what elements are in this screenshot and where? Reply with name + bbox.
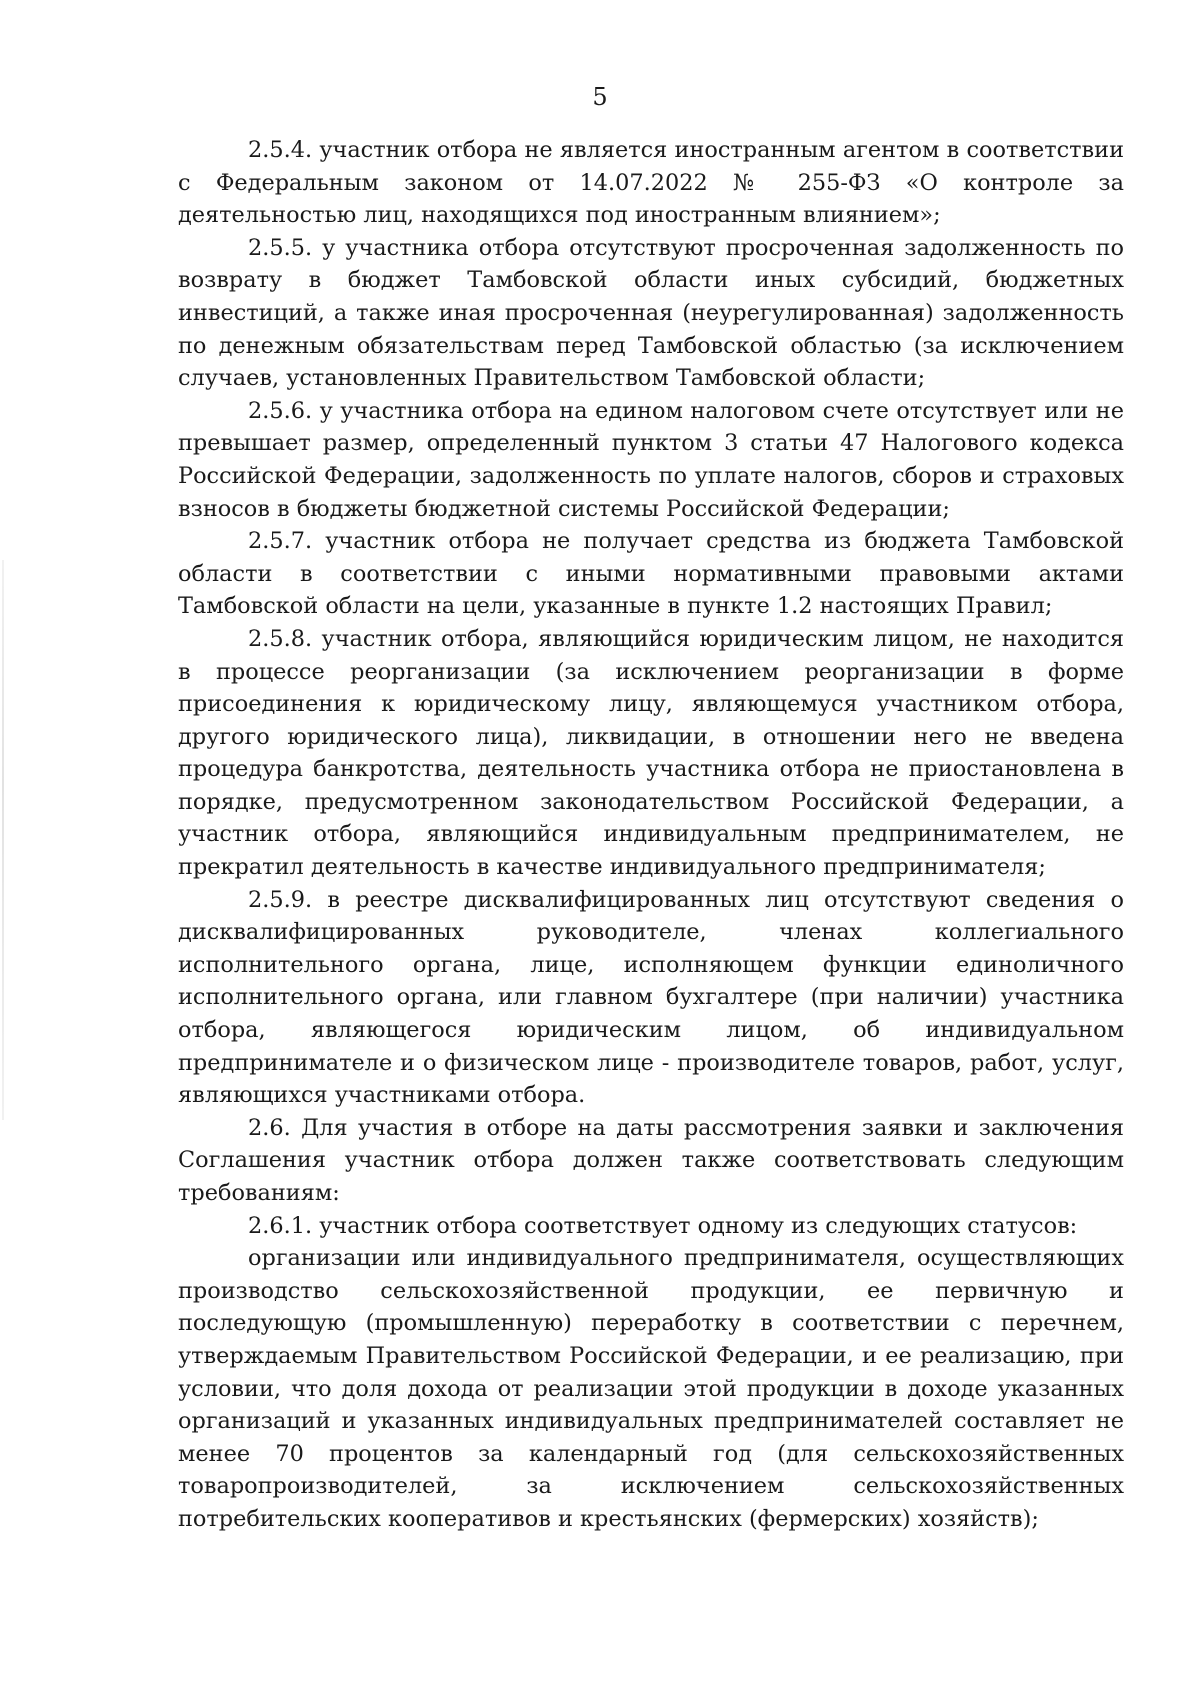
paragraph-status-organizations: организации или индивидуального предпринимателя, осуществляющих производство сельскохозяйственной продукции, ее первичную и последующую (промышленную) переработку в соответствии с перечнем, утверждаемым Правительством Российской Федерации, и ее реализацию, при условии, что доля дохода от реализации этой продукции в доходе указанных организаций и указанных индивидуальных предпринимателей составляет не менее 70 процентов за календарный год (для сельскохозяйственных товаропроизводителей, за исключением сельскохозяйственных потребительских кооперативов и крестьянских (фермерских) хозяйств); bbox=[178, 1245, 1124, 1532]
scan-edge-artifact bbox=[2, 560, 4, 1120]
document-body bbox=[178, 134, 1124, 1536]
paragraph-2-5-9: 2.5.9. в реестре дисквалифицированных лиц отсутствуют сведения о дисквалифицированных руководителе, членах коллегиального исполнительного органа, лице, исполняющем функции единоличного исполнительного органа, или главном бухгалтере (при наличии) участника отбора, являющегося юридическим лицом, об индивидуальном предпринимателе и о физическом лице - производителе товаров, работ, услуг, являющихся участниками отбора. bbox=[178, 886, 1124, 1109]
paragraph-2-6-1: 2.6.1. участник отбора соответствует одному из следующих статусов: bbox=[248, 1212, 1078, 1239]
page-number: 5 bbox=[592, 83, 608, 111]
paragraph-2-5-8: 2.5.8. участник отбора, являющийся юридическим лицом, не находится в процессе реорганизации (за исключением реорганизации в форме присоединения к юридическому лицу, являющемуся участником отбора, другого юридического лица), ликвидации, в отношении него не введена процедура банкротства, деятельность участника отбора не приостановлена в порядке, предусмотренном законодательством Российской Федерации, а участник отбора, являющийся индивидуальным предпринимателем, не прекратил деятельность в качестве индивидуального предпринимателя; bbox=[178, 625, 1124, 881]
paragraph-2-5-7: 2.5.7. участник отбора не получает средства из бюджета Тамбовской области в соответствии с иными нормативными правовыми актами Тамбовской области на цели, указанные в пункте 1.2 настоящих Правил; bbox=[178, 528, 1124, 620]
paragraph-2-5-6: 2.5.6. у участника отбора на едином налоговом счете отсутствует или не превышает размер, определенный пунктом 3 статьи 47 Налогового кодекса Российской Федерации, задолженность по уплате налогов, сборов и страховых взносов в бюджеты бюджетной системы Российской Федерации; bbox=[178, 397, 1124, 522]
paragraph-2-6: 2.6. Для участия в отборе на даты рассмотрения заявки и заключения Соглашения участник отбора должен также соответствовать следующим требованиям: bbox=[178, 1114, 1124, 1206]
paragraph-2-5-4: 2.5.4. участник отбора не является иностранным агентом в соответствии с Федеральным законом от 14.07.2022 № 255-ФЗ «О контроле за деятельностью лиц, находящихся под иностранным влиянием»; bbox=[178, 137, 1124, 229]
paragraph-2-5-5: 2.5.5. у участника отбора отсутствуют просроченная задолженность по возврату в бюджет Тамбовской области иных субсидий, бюджетных инвестиций, а также иная просроченная (неурегулированная) задолженность по денежным обязательствам перед Тамбовской областью (за исключением случаев, установленных Правительством Тамбовской области; bbox=[178, 234, 1124, 392]
